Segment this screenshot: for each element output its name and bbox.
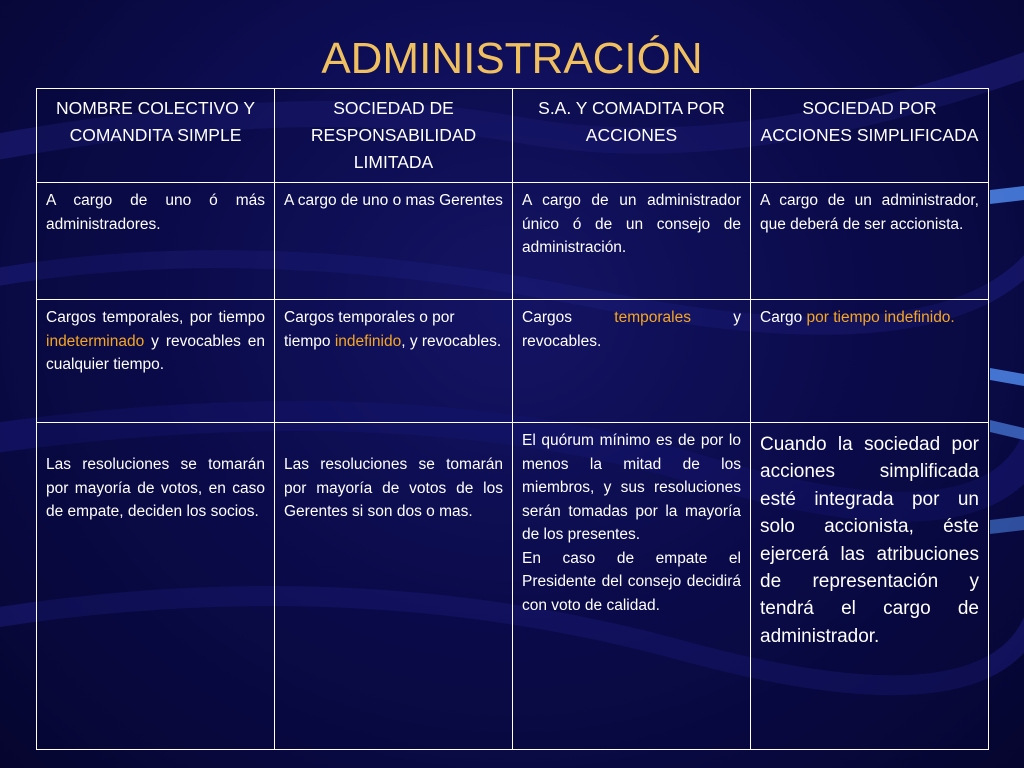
table-cell: A cargo de un administrador, que deberá de ser accionista.: [751, 183, 989, 300]
table-cell: [513, 300, 751, 423]
table-header-row: [37, 89, 989, 183]
table-cell: Cuando la sociedad por acciones simplificada esté integrada por un solo accionista, éste ejercerá las atribuciones de representación y tendrá el cargo de administrador.: [751, 423, 989, 750]
highlight-text: indeterminado: [46, 332, 145, 350]
cell-paragraph: En caso de empate el Presidente del consejo decidirá con voto de calidad.: [522, 549, 741, 614]
table-cell: A cargo de uno o mas Gerentes: [275, 183, 513, 300]
cell-paragraph: El quórum mínimo es de por lo menos la mitad de los miembros, y sus resoluciones serán tomadas por la mayoría de los presentes.: [522, 432, 741, 543]
highlight-text: indefinido: [334, 332, 402, 350]
table-row: [37, 183, 989, 300]
header-cell: SOCIEDAD POR ACCIONES SIMPLIFICADA: [751, 89, 989, 183]
page-title: ADMINISTRACIÓN: [321, 34, 703, 83]
table-cell: A cargo de uno ó más administradores.: [37, 183, 275, 300]
cell-text: Cargos temporales o por tiempo: [284, 309, 455, 350]
table-cell: [513, 423, 751, 750]
cell-text: Cargos: [522, 309, 615, 326]
highlight-text: temporales: [614, 309, 691, 326]
cell-text: , y revocables.: [401, 332, 502, 350]
cell-text: y revocables en cualquier tiempo.: [46, 332, 265, 373]
table-cell: A cargo de un administrador único ó de un consejo de administración.: [513, 183, 751, 300]
cell-text: Cargo: [760, 309, 807, 326]
header-cell: NOMBRE COLECTIVO Y COMANDITA SIMPLE: [37, 89, 275, 183]
table-cell: [751, 300, 989, 423]
header-cell: SOCIEDAD DE RESPONSABILIDAD LIMITADA: [275, 89, 513, 183]
header-cell: S.A. Y COMADITA POR ACCIONES: [513, 89, 751, 183]
cell-text: y revocables.: [522, 309, 741, 350]
table-row: [37, 423, 989, 750]
table-cell: Las resoluciones se tomarán por mayoría de votos de los Gerentes si son dos o mas.: [275, 423, 513, 750]
administration-table: [36, 88, 989, 750]
table-row: [37, 300, 989, 423]
table-cell: [37, 300, 275, 423]
table-cell: Las resoluciones se tomarán por mayoría de votos, en caso de empate, deciden los socios.: [37, 423, 275, 750]
table-cell: [275, 300, 513, 423]
highlight-text: por tiempo indefinido.: [806, 309, 955, 326]
cell-text: Cargos temporales, por tiempo: [46, 309, 265, 326]
